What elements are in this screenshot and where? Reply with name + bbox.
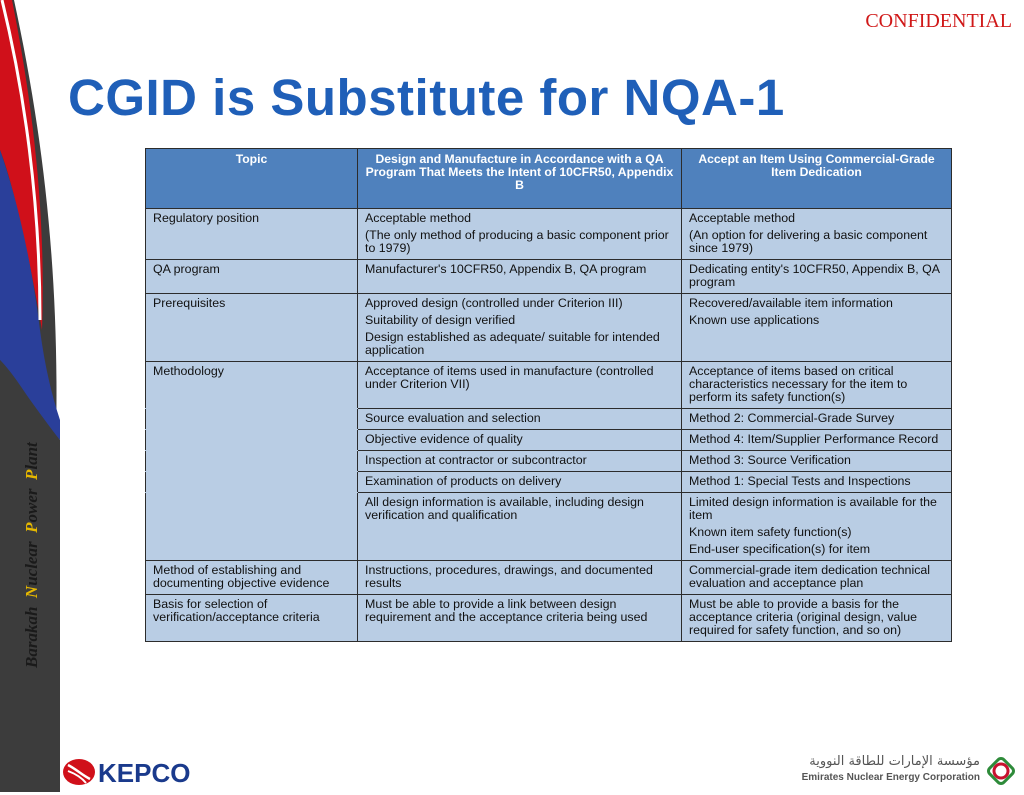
qa-program-cell: [358, 209, 682, 260]
cell-paragraph: Suitability of design verified: [365, 313, 516, 328]
table-row: [146, 493, 952, 561]
cgid-cell: [682, 430, 952, 451]
table-row: [146, 430, 952, 451]
cell-paragraph: Method 3: Source Verification: [689, 453, 851, 468]
cell-paragraph: (The only method of producing a basic component prior to 1979): [365, 228, 669, 256]
cell-paragraph: Acceptance of items used in manufacture (controlled under Criterion VII): [365, 364, 654, 392]
cell-paragraph: Known item safety function(s): [689, 525, 852, 540]
qa-program-cell: [358, 294, 682, 362]
qa-program-cell: [358, 493, 682, 561]
cgid-cell: [682, 493, 952, 561]
topic-cell: [146, 430, 358, 451]
table-row: [146, 294, 952, 362]
enec-logo: [982, 752, 1020, 795]
table-header-row: [146, 149, 952, 209]
cell-paragraph: Acceptable method: [365, 211, 472, 225]
cell-paragraph: Objective evidence of quality: [365, 432, 523, 447]
cgid-cell: [682, 260, 952, 294]
topic-cell: Prerequisites: [146, 294, 358, 362]
cell-paragraph: Must be able to provide a link between design requirement and the acceptance criteria being used: [365, 597, 648, 625]
cgid-cell: [682, 209, 952, 260]
table-row: [146, 451, 952, 472]
table-row: [146, 472, 952, 493]
header-cgid: Accept an Item Using Commercial-Grade Item Dedication: [682, 149, 952, 209]
cell-paragraph: Manufacturer's 10CFR50, Appendix B, QA program: [365, 262, 647, 277]
topic-cell: Basis for selection of verification/acceptance criteria: [146, 595, 358, 642]
cell-paragraph: Acceptable method: [689, 211, 796, 225]
qa-program-cell: [358, 561, 682, 595]
cell-paragraph: Method 2: Commercial-Grade Survey: [689, 411, 895, 426]
cell-paragraph: Examination of products on delivery: [365, 474, 562, 489]
qa-program-cell: [358, 362, 682, 409]
cell-paragraph: Commercial-grade item dedication technical evaluation and acceptance plan: [689, 563, 931, 591]
svg-text:KEPCO: KEPCO: [98, 758, 191, 787]
cgid-cell: [682, 561, 952, 595]
cell-paragraph: Acceptance of items based on critical characteristics necessary for the item to perform its safety function(s): [689, 364, 908, 405]
confidential-label: CONFIDENTIAL: [865, 10, 1012, 32]
comparison-table: [145, 148, 952, 642]
topic-cell: [146, 409, 358, 430]
cgid-cell: [682, 595, 952, 642]
topic-cell: Regulatory position: [146, 209, 358, 260]
table-row: [146, 260, 952, 294]
cell-paragraph: (An option for delivering a basic component since 1979): [689, 228, 928, 256]
cell-paragraph: Method 1: Special Tests and Inspections: [689, 474, 911, 489]
cell-paragraph: Method 4: Item/Supplier Performance Record: [689, 432, 939, 447]
header-topic: Topic: [146, 149, 358, 209]
topic-cell: [146, 472, 358, 493]
topic-cell: QA program: [146, 260, 358, 294]
cgid-cell: [682, 451, 952, 472]
qa-program-cell: [358, 409, 682, 430]
cell-paragraph: Approved design (controlled under Criterion III): [365, 296, 623, 311]
table-row: [146, 362, 952, 409]
cell-paragraph: Dedicating entity's 10CFR50, Appendix B, QA program: [689, 262, 940, 290]
cell-paragraph: Known use applications: [689, 313, 820, 328]
qa-program-cell: [358, 595, 682, 642]
table-row: [146, 409, 952, 430]
side-brand-label: Barakah Nuclear Power Plant: [22, 442, 41, 668]
cell-paragraph: All design information is available, including design verification and qualification: [365, 495, 644, 523]
cgid-cell: [682, 294, 952, 362]
cgid-cell: [682, 409, 952, 430]
table-body: [146, 209, 952, 642]
cell-paragraph: End-user specification(s) for item: [689, 542, 871, 557]
enec-english-name: Emirates Nuclear Energy Corporation: [801, 772, 980, 783]
qa-program-cell: [358, 260, 682, 294]
cell-paragraph: Recovered/available item information: [689, 296, 893, 311]
topic-cell: [146, 493, 358, 561]
enec-arabic-name: مؤسسة الإمارات للطاقة النووية: [809, 754, 980, 769]
table-row: [146, 209, 952, 260]
topic-cell: Methodology: [146, 362, 358, 409]
cell-paragraph: Design established as adequate/ suitable for intended application: [365, 330, 660, 358]
cell-paragraph: Instructions, procedures, drawings, and documented results: [365, 563, 653, 591]
qa-program-cell: [358, 472, 682, 493]
topic-cell: [146, 451, 358, 472]
side-decorative-band: [0, 0, 60, 792]
table-row: [146, 561, 952, 595]
cgid-cell: [682, 472, 952, 493]
kepco-logo: [62, 757, 212, 792]
table-row: [146, 595, 952, 642]
cell-paragraph: Source evaluation and selection: [365, 411, 541, 426]
qa-program-cell: [358, 430, 682, 451]
topic-cell: Method of establishing and documenting objective evidence: [146, 561, 358, 595]
cell-paragraph: Inspection at contractor or subcontractor: [365, 453, 587, 468]
cell-paragraph: Must be able to provide a basis for the acceptance criteria (original design, value required for safety function, and so on): [689, 597, 917, 638]
header-qa-program: Design and Manufacture in Accordance with a QA Program That Meets the Intent of 10CFR50, Appendix B: [358, 149, 682, 209]
qa-program-cell: [358, 451, 682, 472]
cgid-cell: [682, 362, 952, 409]
cell-paragraph: Limited design information is available for the item: [689, 495, 937, 523]
page-title: CGID is Substitute for NQA-1: [68, 69, 785, 126]
